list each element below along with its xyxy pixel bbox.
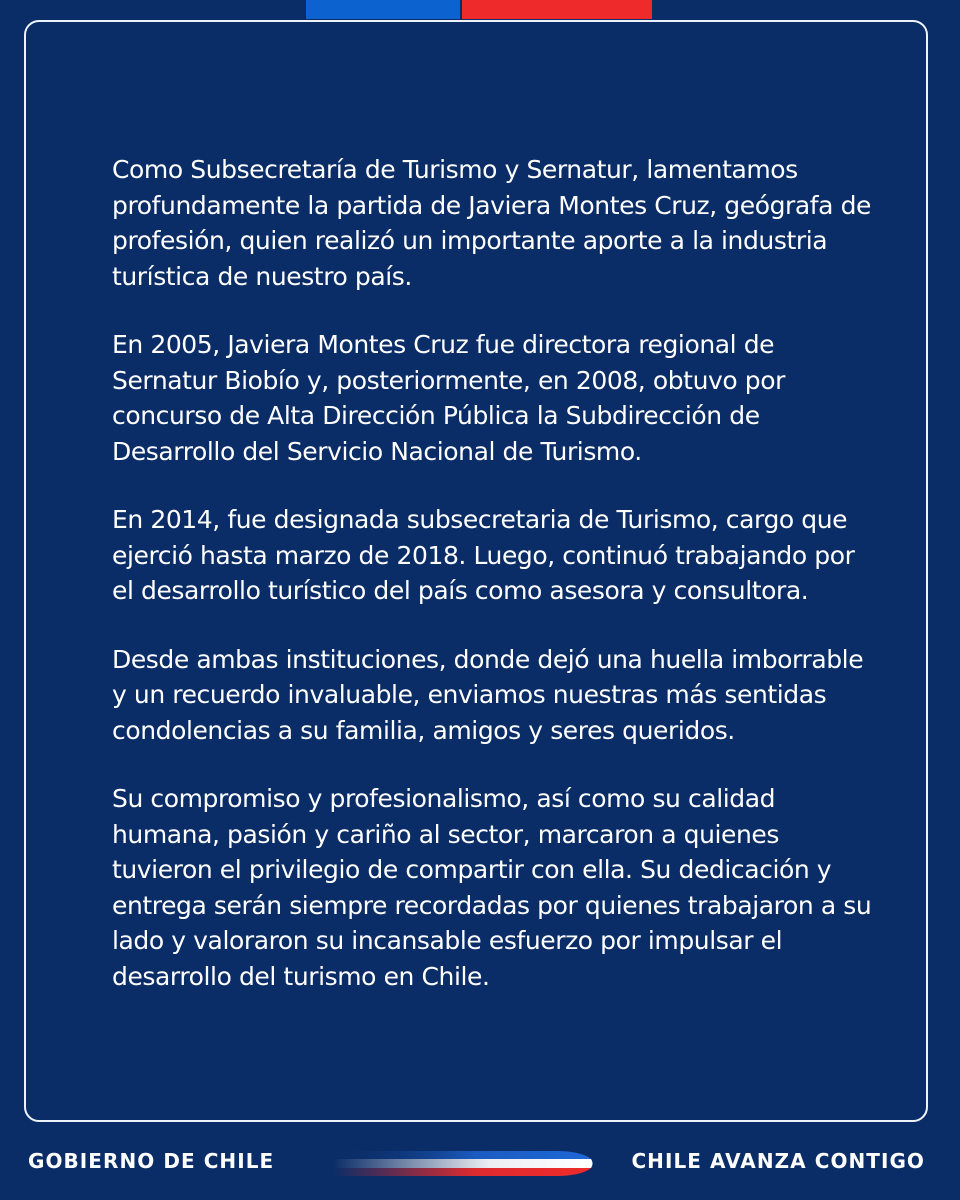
stripe-red-band <box>333 1168 591 1176</box>
flag-blue-bar <box>306 0 460 19</box>
statement-text <box>112 152 872 1027</box>
chile-stripe-logo <box>333 1141 595 1183</box>
stripe-white-band <box>333 1159 593 1168</box>
stripe-blue-band <box>333 1151 591 1159</box>
government-of-chile-label: GOBIERNO DE CHILE <box>28 1149 275 1173</box>
paragraph-4: Desde ambas instituciones, donde dejó una huella imborrable y un recuerdo invaluable, enviamos nuestras más sentidas condolencias a su familia, amigos y seres queridos. <box>112 644 864 745</box>
chile-avanza-contigo-label: CHILE AVANZA CONTIGO <box>631 1149 925 1173</box>
paragraph-5: Su compromiso y profesionalismo, así como su calidad humana, pasión y cariño al sector, marcaron a quienes tuvieron el privilegio de compartir con ella. Su dedicación y entrega serán siempre recordadas por quienes trabajaron a su lado y valoraron su incansable esfuerzo por impulsar el desarrollo del turismo en Chile. <box>112 784 872 991</box>
paragraph-3: En 2014, fue designada subsecretaria de Turismo, cargo que ejerció hasta marzo de 2018. Luego, continuó trabajando por el desarrollo turístico del país como asesora y consultora. <box>112 505 855 605</box>
flag-red-bar <box>462 0 652 19</box>
paragraph-1: Como Subsecretaría de Turismo y Sernatur, lamentamos profundamente la partida de Javiera Montes Cruz, geógrafa de profesión, quien realizó un importante aporte a la industria turística de nuestro país. <box>112 155 871 291</box>
paragraph-2: En 2005, Javiera Montes Cruz fue directora regional de Sernatur Biobío y, posteriormente, en 2008, obtuvo por concurso de Alta Dirección Pública la Subdirección de Desarrollo del Servicio Nacional de Turismo. <box>112 330 785 466</box>
